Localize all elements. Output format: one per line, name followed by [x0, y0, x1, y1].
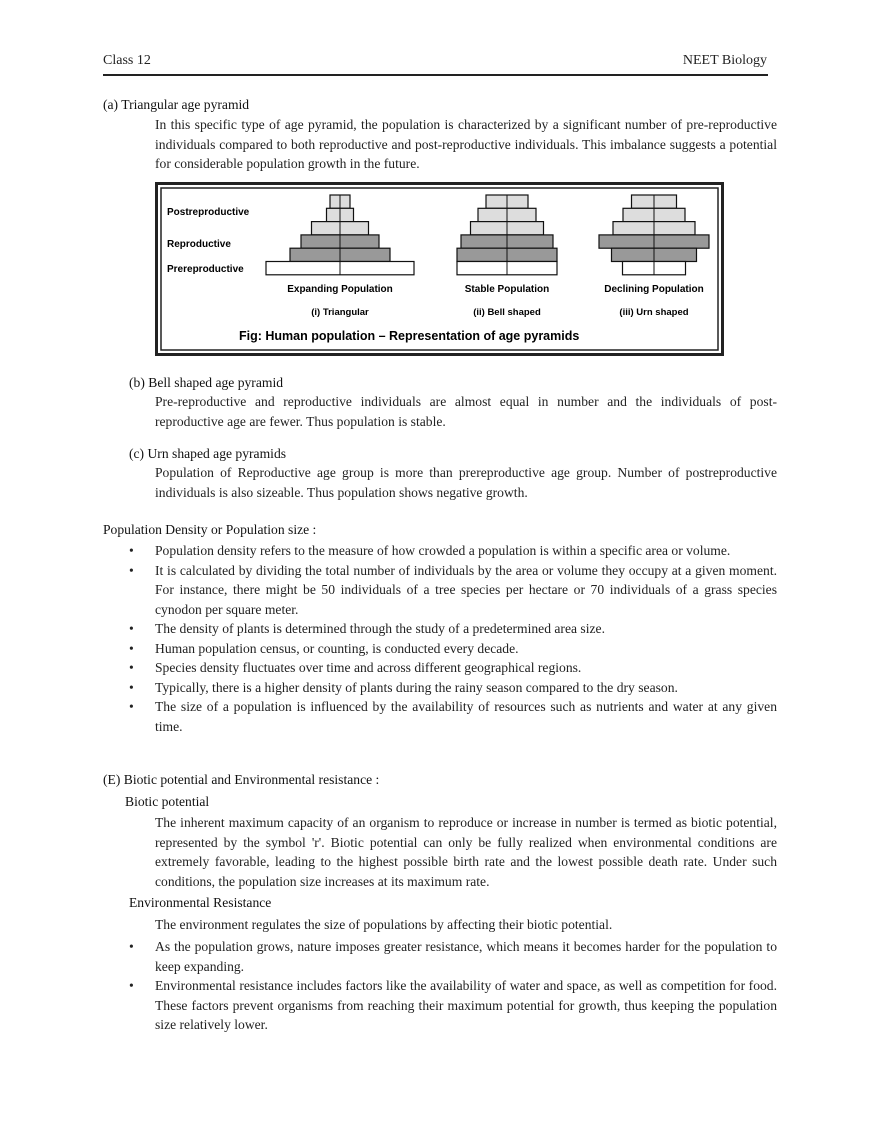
list-item: • It is calculated by dividing the total number of individuals by the area or volume they occupy at a given moment. For instance, there might be 50 individuals of a tree species per hectare or 70 individuals of a grass species cynodon per square meter. — [103, 561, 777, 620]
list-item: • Typically, there is a higher density of plants during the rainy season compared to the dry season. — [103, 678, 777, 698]
row-label-post: Postreproductive — [167, 207, 250, 218]
density-list — [103, 541, 777, 736]
section-b-heading: (b) Bell shaped age pyramid — [129, 375, 284, 390]
row-label-repro: Reproductive — [167, 239, 231, 250]
env-resistance-text: The environment regulates the size of populations by affecting their biotic potential. — [155, 917, 613, 932]
list-item: • The size of a population is influenced by the availability of resources such as nutrients and water at any given time. — [103, 697, 777, 736]
env-resistance-subheading: Environmental Resistance — [129, 895, 272, 910]
biotic-subheading: Biotic potential — [125, 794, 210, 809]
row-label-pre: Prereproductive — [167, 264, 244, 275]
biotic-text: The inherent maximum capacity of an organism to reproduce or increase in number is termed as biotic potential, represented by the symbol 'r'. Biotic potential can only be fully realized when environmental conditions are extremely favorable, leading to the highest possible birth rate and the lowest possible death rate. Under such conditions, the population size increases at its maximum rate. — [155, 815, 777, 889]
list-item: • Human population census, or counting, is conducted every decade. — [103, 639, 777, 659]
pyramid-name-label: Expanding Population — [287, 284, 393, 295]
list-item: • Environmental resistance includes factors like the availability of water and space, as well as competition for food. These factors prevent organisms from reaching their maximum potential for growth, thus keeping the population size relatively lower. — [103, 976, 777, 1035]
section-c-heading: (c) Urn shaped age pyramids — [129, 446, 287, 461]
section-c-text: Population of Reproductive age group is more than prereproductive age group. Number of postreproductive individuals is also sizeable. Thus population shows negative growth. — [155, 465, 777, 500]
header-rule — [103, 74, 768, 76]
list-item: • Species density fluctuates over time and across different geographical regions. — [103, 658, 777, 678]
section-b-text: Pre-reproductive and reproductive individuals are almost equal in number and the individuals of post-reproductive age are fewer. Thus population is stable. — [155, 394, 777, 429]
pyramid-type-label: (ii) Bell shaped — [473, 307, 541, 318]
pyramid-name-label: Stable Population — [464, 284, 550, 295]
section-a-text: In this specific type of age pyramid, the population is characterized by a significant number of pre-reproductive individuals compared to both reproductive and post-reproductive individuals. This imbalance suggests a potential for considerable population growth in the future. — [155, 117, 777, 171]
density-heading: Population Density or Population size : — [103, 522, 317, 537]
header-subject: NEET Biology — [682, 53, 767, 68]
biotic-heading: (E) Biotic potential and Environmental resistance : — [103, 772, 380, 787]
pyramid-name-label: Declining Population — [604, 284, 704, 295]
age-pyramid-figure — [155, 182, 724, 356]
list-item: • Population density refers to the measure of how crowded a population is within a specific area or volume. — [103, 541, 777, 561]
header-class: Class 12 — [103, 53, 151, 68]
pyramid-type-label: (iii) Urn shaped — [619, 307, 689, 318]
figure-caption: Fig: Human population – Representation of age pyramids — [239, 329, 580, 343]
list-item: • The density of plants is determined through the study of a predetermined area size. — [103, 619, 777, 639]
env-resistance-list — [103, 937, 777, 1035]
section-a-heading: (a) Triangular age pyramid — [103, 97, 250, 112]
list-item: • As the population grows, nature imposes greater resistance, which means it becomes harder for the population to keep expanding. — [103, 937, 777, 976]
pyramid-type-label: (i) Triangular — [311, 307, 369, 318]
